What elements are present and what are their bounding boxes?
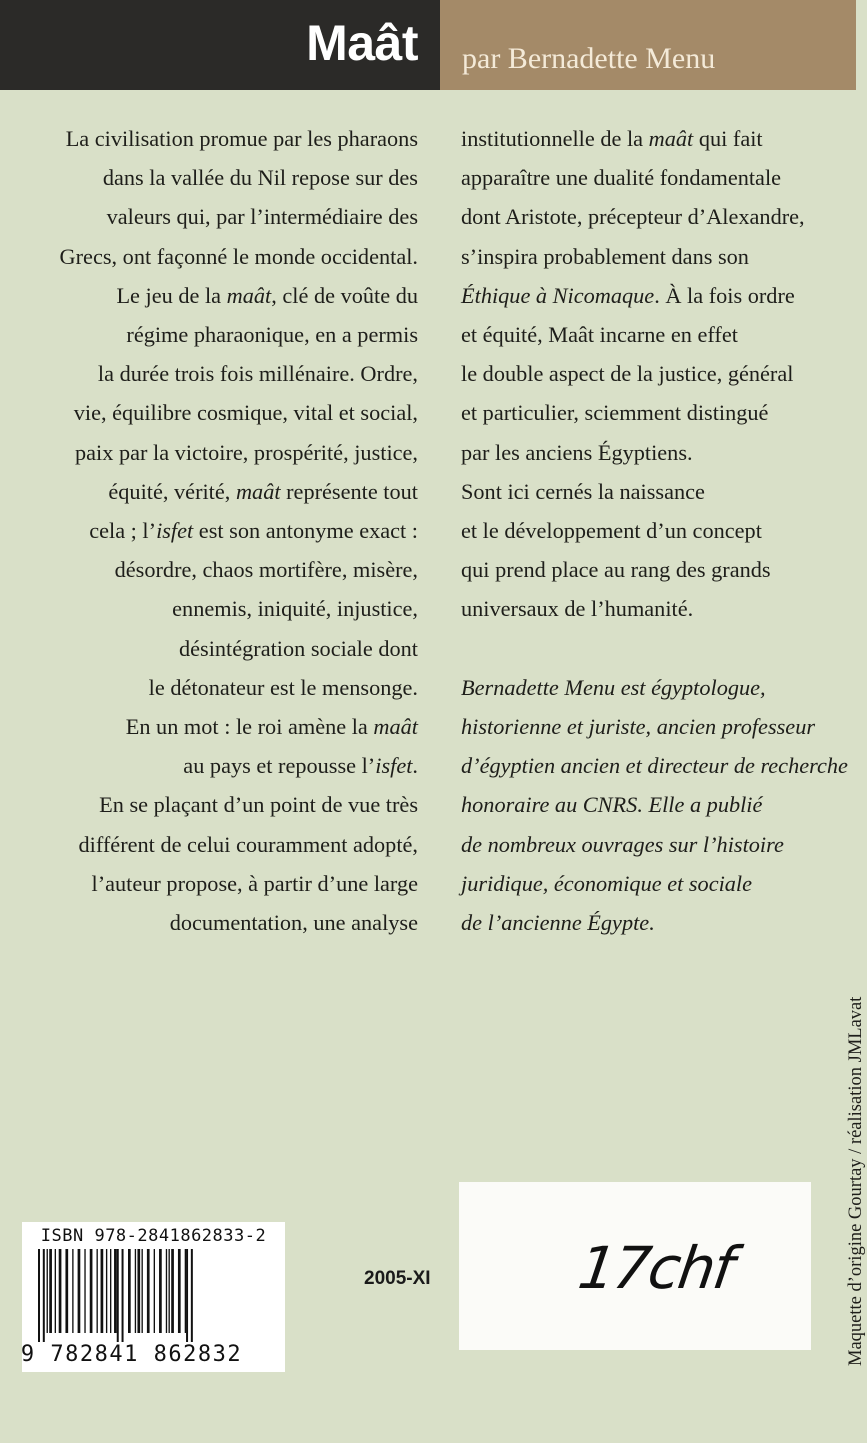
author-panel [440, 0, 856, 90]
blurb-line: cela ; l’isfet est son antonyme exact : [89, 518, 418, 544]
barcode-bar [38, 1249, 40, 1342]
design-credit: Maquette d’origine Gourtay / réalisation JMLavat [846, 996, 866, 1366]
blurb-line: et équité, Maât incarne en effet [461, 322, 738, 348]
bio-line: Bernadette Menu est égyptologue, [461, 674, 766, 700]
barcode-bar [154, 1249, 155, 1333]
barcode-bar [117, 1249, 119, 1342]
barcode-bar [110, 1249, 111, 1333]
blurb-line: Le jeu de la maât, clé de voûte du [116, 282, 418, 308]
publisher-code: 2005-XI [364, 1268, 431, 1289]
barcode-bar [43, 1249, 45, 1342]
barcode-bar [65, 1249, 68, 1333]
bio-line: d’égyptien ancien et directeur de recherche [461, 753, 848, 779]
barcode-bar [114, 1249, 117, 1333]
barcode-bar [55, 1249, 56, 1333]
book-title: Maât [306, 15, 418, 71]
bio-line: historienne et juriste, ancien professeur [461, 714, 816, 740]
header-band [0, 0, 856, 90]
blurb-line: Grecs, ont façonné le monde occidental. [59, 243, 418, 269]
blurb-line: vie, équilibre cosmique, vital et social, [73, 400, 418, 426]
bio-line: de nombreux ouvrages sur l’histoire [461, 831, 784, 857]
blurb-line: au pays et repousse l’isfet. [183, 753, 418, 779]
blurb-line: Sont ici cernés la naissance [461, 478, 705, 504]
blurb-line: et le développement d’un concept [461, 518, 762, 544]
isbn-text: ISBN 978-2841862833-2 [40, 1226, 267, 1246]
blurb-line: qui prend place au rang des grands [461, 557, 771, 583]
ean-number: 9 782841 862832 [20, 1342, 243, 1367]
blurb-left-column [22, 119, 418, 942]
blurb-line: le détonateur est le mensonge. [148, 674, 418, 700]
blurb-line: dans la vallée du Nil repose sur des [102, 165, 418, 191]
author-byline: par Bernadette Menu [462, 42, 716, 75]
blurb-line: dont Aristote, précepteur d’Alexandre, [461, 204, 805, 230]
blurb-line: En un mot : le roi amène la maât [125, 714, 418, 740]
barcode-bar [159, 1249, 162, 1333]
blurb-line: par les anciens Égyptiens. [461, 439, 693, 465]
blurb-line: désordre, chaos mortifère, misère, [114, 557, 418, 583]
author-bio [461, 668, 856, 942]
barcode-bar [78, 1249, 81, 1333]
blurb-line: documentation, une analyse [169, 910, 418, 936]
blurb-line: La civilisation promue par les pharaons [65, 126, 418, 151]
blurb-line: universaux de l’humanité. [461, 596, 694, 622]
blurb-line: régime pharaonique, en a permis [126, 322, 418, 348]
barcode-bar [122, 1249, 124, 1342]
barcode-bar [72, 1249, 73, 1333]
barcode-bar [186, 1249, 188, 1342]
price-sticker [459, 1182, 811, 1350]
bio-line: juridique, économique et sociale [461, 870, 753, 896]
barcode-bar [106, 1249, 107, 1333]
blurb-line: le double aspect de la justice, général [461, 361, 794, 387]
title-panel [0, 0, 440, 90]
barcode-bar [49, 1249, 52, 1333]
barcode-bar [178, 1249, 181, 1333]
barcode-bar [97, 1249, 98, 1333]
barcode-bars [34, 1249, 274, 1342]
bio-line: de l’ancienne Égypte. [461, 910, 655, 936]
bio-line: honoraire au CNRS. Elle a publié [461, 792, 763, 818]
blurb-line: désintégration sociale dont [178, 635, 418, 661]
barcode-bar [169, 1249, 170, 1333]
blurb-line: Éthique à Nicomaque. À la fois ordre [461, 282, 795, 308]
barcode-bar [47, 1249, 48, 1333]
barcode-bar [128, 1249, 131, 1333]
barcode-bar [137, 1249, 140, 1333]
blurb-line: En se plaçant d’un point de vue très [99, 792, 418, 818]
barcode-bar [191, 1249, 193, 1342]
blurb-line: la durée trois fois millénaire. Ordre, [97, 361, 418, 387]
barcode-bar [185, 1249, 186, 1333]
barcode-bar [171, 1249, 174, 1333]
blurb-right-text [461, 119, 856, 629]
barcode-bar [59, 1249, 62, 1333]
barcode-bar [101, 1249, 104, 1333]
blurb-line: institutionnelle de la maât qui fait [461, 126, 763, 151]
blurb-line: ennemis, iniquité, injustice, [172, 596, 418, 622]
blurb-line: l’auteur propose, à partir d’une large [91, 870, 418, 896]
blurb-line: et particulier, sciemment distingué [461, 400, 769, 426]
blurb-line: différent de celui couramment adopté, [78, 831, 418, 857]
barcode-bar [142, 1249, 143, 1333]
blurb-line: valeurs qui, par l’intermédiaire des [106, 204, 418, 230]
blurb-line: équité, vérité, maât représente tout [108, 478, 418, 504]
blurb-line: paix par la victoire, prospérité, justice, [75, 439, 418, 465]
barcode-bar [166, 1249, 167, 1333]
barcode-bar [147, 1249, 150, 1333]
blurb-line: s’inspira probablement dans son [461, 243, 749, 269]
blurb-line: apparaître une dualité fondamentale [461, 165, 782, 191]
barcode-bar [84, 1249, 85, 1333]
barcode-bar [135, 1249, 136, 1333]
blurb-right-column [461, 119, 856, 942]
handwritten-price: 17chf [574, 1234, 737, 1302]
barcode-bar [90, 1249, 93, 1333]
